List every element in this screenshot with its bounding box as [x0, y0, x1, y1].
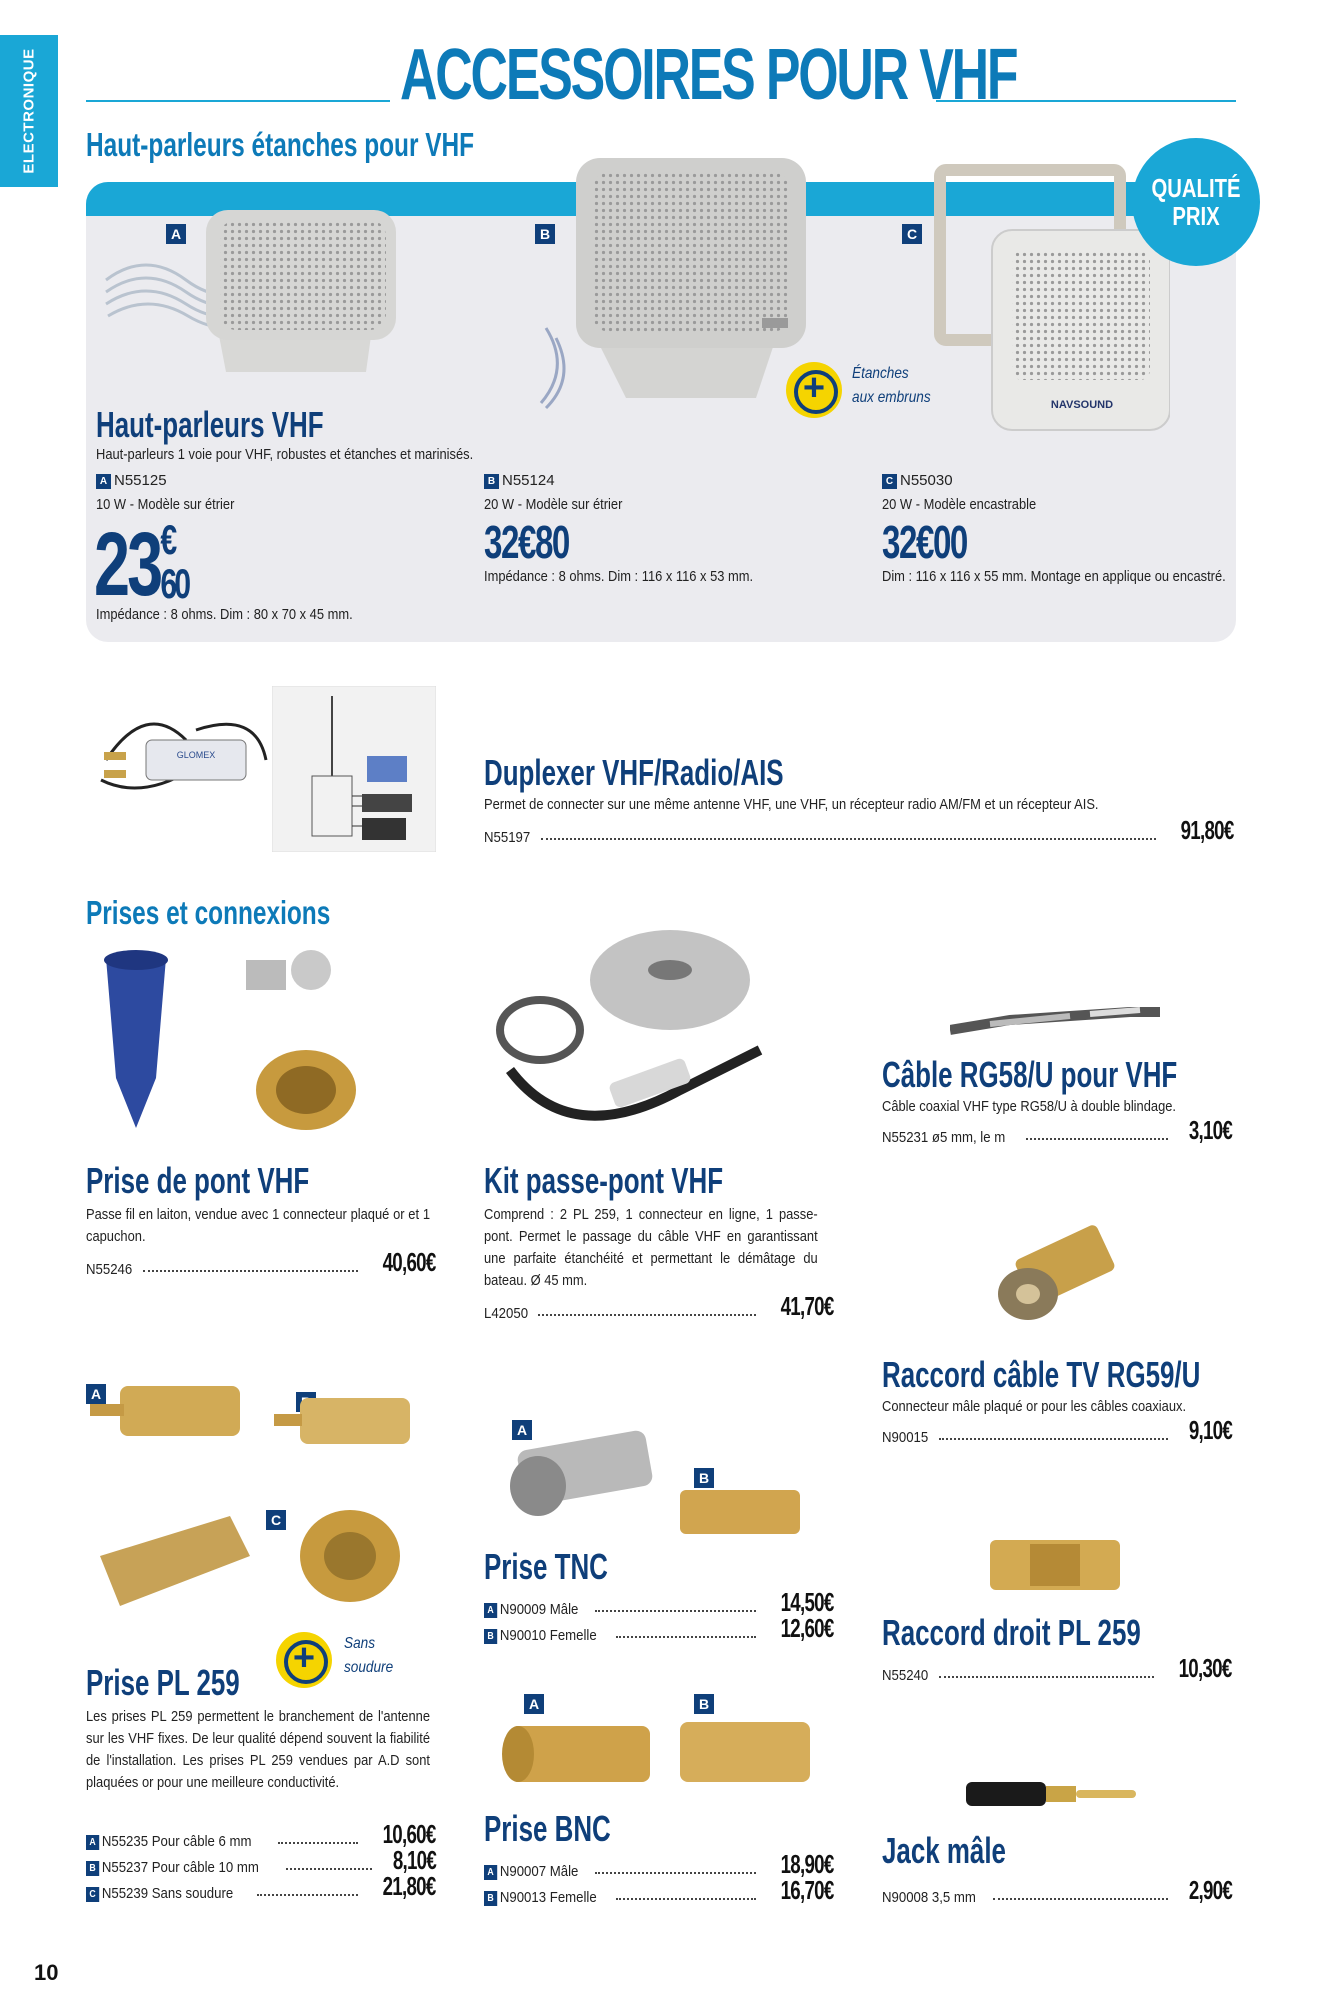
- cable-rg58-ref-row: N55231 ø5 mm, le m 3,10€: [882, 1115, 1232, 1146]
- kit-passe-pont-ref-row: L42050 41,70€: [484, 1291, 834, 1322]
- pl259-b-ref-row: B N55237 Pour câble 10 mm 8,10€: [86, 1850, 436, 1876]
- jack-price: 2,90€: [1188, 1875, 1232, 1905]
- duplexer-image: [96, 700, 276, 820]
- kit-passe-pont-description: Comprend : 2 PL 259, 1 connecteur en ligne, 1 passe-pont. Permet le passage du câble VHF en garantissant une parfaite étanchéité et permettant le démâtage du bateau. Ø 45 mm.: [484, 1206, 818, 1289]
- tnc-a-price: 14,50€: [781, 1587, 834, 1617]
- section-heading-speakers: Haut-parleurs étanches pour VHF: [86, 126, 475, 163]
- prise-pont-image: [96, 950, 386, 1140]
- speaker-b-spec: Impédance : 8 ohms. Dim : 116 x 116 x 53 mm.: [484, 568, 754, 585]
- raccord-tv-title: Raccord câble TV RG59/U: [882, 1354, 1201, 1395]
- speaker-a-price: 23 € 60: [94, 515, 189, 615]
- bnc-a-ref-row: A N90007 Mâle 18,90€: [484, 1854, 834, 1880]
- jack-image: [966, 1770, 1146, 1820]
- pl259-a-letter: A: [86, 1384, 106, 1404]
- speaker-b-model: 20 W - Modèle sur étrier: [484, 496, 623, 513]
- tnc-b-ref-row: B N90010 Femelle 12,60€: [484, 1618, 834, 1644]
- cable-rg58-image: [950, 990, 1170, 1050]
- bnc-b-letter: B: [694, 1694, 714, 1714]
- tnc-b-letter: B: [694, 1468, 714, 1488]
- kit-passe-pont-price: 41,70€: [781, 1291, 834, 1321]
- duplexer-description: Permet de connecter sur une même antenne VHF, une VHF, un récepteur radio AM/FM et un récepteur AIS.: [484, 796, 1099, 813]
- pl259-plus-icon: [276, 1632, 332, 1688]
- pl259-c-letter: C: [266, 1510, 286, 1530]
- speaker-b-ref: B N55124: [484, 472, 555, 489]
- speaker-a-ref: A N55125: [96, 472, 167, 489]
- duplexer-box-brand: GLOMEX: [176, 750, 216, 760]
- raccord-tv-description: Connecteur mâle plaqué or pour les câbles coaxiaux.: [882, 1398, 1187, 1415]
- duplexer-ref-row: N55197 91,80€: [484, 815, 1234, 846]
- speaker-c-model: 20 W - Modèle encastrable: [882, 496, 1037, 513]
- prise-pont-ref-row: N55246 40,60€: [86, 1247, 436, 1278]
- raccord-pl259-price: 10,30€: [1179, 1653, 1232, 1683]
- page-title: ACCESSOIRES POUR VHF: [400, 35, 1017, 115]
- bnc-a-letter: A: [524, 1694, 544, 1714]
- speaker-b-price: 32€80: [484, 516, 569, 568]
- bnc-b-ref-row: B N90013 Femelle 16,70€: [484, 1880, 834, 1906]
- speaker-c-ref: C N55030: [882, 472, 953, 489]
- tnc-a-letter: A: [512, 1420, 532, 1440]
- speaker-c-price: 32€00: [882, 516, 967, 568]
- duplexer-price: 91,80€: [1181, 815, 1234, 845]
- speaker-c-letter: C: [902, 224, 922, 244]
- speakers-title: Haut-parleurs VHF: [96, 404, 324, 445]
- pl259-no-solder-note: Sans soudure: [344, 1635, 394, 1676]
- pl259-description: Les prises PL 259 permettent le branchement de l'antenne sur les VHF fixes. De leur qualité dépend souvent la fiabilité de l'installation. Les prises PL 259 vendues par A.D sont plaquées or pour une meilleure conductivité.: [86, 1708, 430, 1791]
- side-tab-label: ELECTRONIQUE: [20, 48, 38, 174]
- prise-pont-title: Prise de pont VHF: [86, 1160, 310, 1201]
- tnc-b-price: 12,60€: [781, 1613, 834, 1643]
- waterproof-note: Étanches aux embruns: [852, 365, 931, 406]
- page-number: 10: [34, 1960, 59, 1985]
- pl259-title: Prise PL 259: [86, 1662, 240, 1703]
- pl259-b-price: 8,10€: [392, 1845, 436, 1875]
- raccord-tv-image: [990, 1220, 1120, 1330]
- prise-pont-description: Passe fil en laiton, vendue avec 1 connecteur plaqué or et 1 capuchon.: [86, 1206, 430, 1245]
- pl259-a-price: 10,60€: [383, 1819, 436, 1849]
- bnc-title: Prise BNC: [484, 1808, 611, 1849]
- jack-ref-row: N90008 3,5 mm 2,90€: [882, 1875, 1232, 1906]
- raccord-pl259-title: Raccord droit PL 259: [882, 1612, 1141, 1653]
- speaker-a-letter: A: [166, 224, 186, 244]
- plus-icon: [786, 362, 842, 418]
- speaker-c-spec: Dim : 116 x 116 x 55 mm. Montage en applique ou encastré.: [882, 568, 1226, 585]
- speaker-a-spec: Impédance : 8 ohms. Dim : 80 x 70 x 45 mm.: [96, 606, 353, 623]
- duplexer-title: Duplexer VHF/Radio/AIS: [484, 752, 784, 793]
- section-side-tab: [0, 35, 58, 187]
- pl259-a-ref-row: A N55235 Pour câble 6 mm 10,60€: [86, 1824, 436, 1850]
- speaker-b-letter: B: [535, 224, 555, 244]
- bnc-a-price: 18,90€: [781, 1849, 834, 1879]
- quality-price-badge: QUALITÉ PRIX: [1132, 138, 1260, 266]
- speaker-b-image: [516, 158, 816, 418]
- pl259-c-price: 21,80€: [383, 1871, 436, 1901]
- speaker-a-image: [96, 200, 426, 390]
- duplexer-diagram: [272, 686, 436, 852]
- section-heading-connections: Prises et connexions: [86, 894, 331, 931]
- raccord-tv-price: 9,10€: [1188, 1415, 1232, 1445]
- speaker-a-model: 10 W - Modèle sur étrier: [96, 496, 235, 513]
- cable-rg58-price: 3,10€: [1188, 1115, 1232, 1145]
- header-rule-left: [86, 100, 390, 102]
- kit-passe-pont-title: Kit passe-pont VHF: [484, 1160, 724, 1201]
- prise-pont-price: 40,60€: [383, 1247, 436, 1277]
- tnc-title: Prise TNC: [484, 1546, 608, 1587]
- raccord-pl259-image: [990, 1530, 1120, 1600]
- kit-passe-pont-image: [490, 920, 790, 1140]
- raccord-tv-ref-row: N90015 9,10€: [882, 1415, 1232, 1446]
- pl259-c-ref-row: C N55239 Sans soudure 21,80€: [86, 1876, 436, 1902]
- jack-title: Jack mâle: [882, 1830, 1006, 1871]
- speakers-description: Haut-parleurs 1 voie pour VHF, robustes et étanches et marinisés.: [96, 446, 474, 463]
- bnc-b-price: 16,70€: [781, 1875, 834, 1905]
- raccord-pl259-ref-row: N55240 10,30€: [882, 1653, 1232, 1684]
- tnc-a-ref-row: A N90009 Mâle 14,50€: [484, 1592, 834, 1618]
- bnc-image: [500, 1712, 820, 1802]
- speaker-c-brand: NAVSOUND: [1050, 399, 1114, 411]
- cable-rg58-title: Câble RG58/U pour VHF: [882, 1054, 1178, 1095]
- cable-rg58-description: Câble coaxial VHF type RG58/U à double blindage.: [882, 1098, 1177, 1115]
- pl259-image: [90, 1376, 440, 1646]
